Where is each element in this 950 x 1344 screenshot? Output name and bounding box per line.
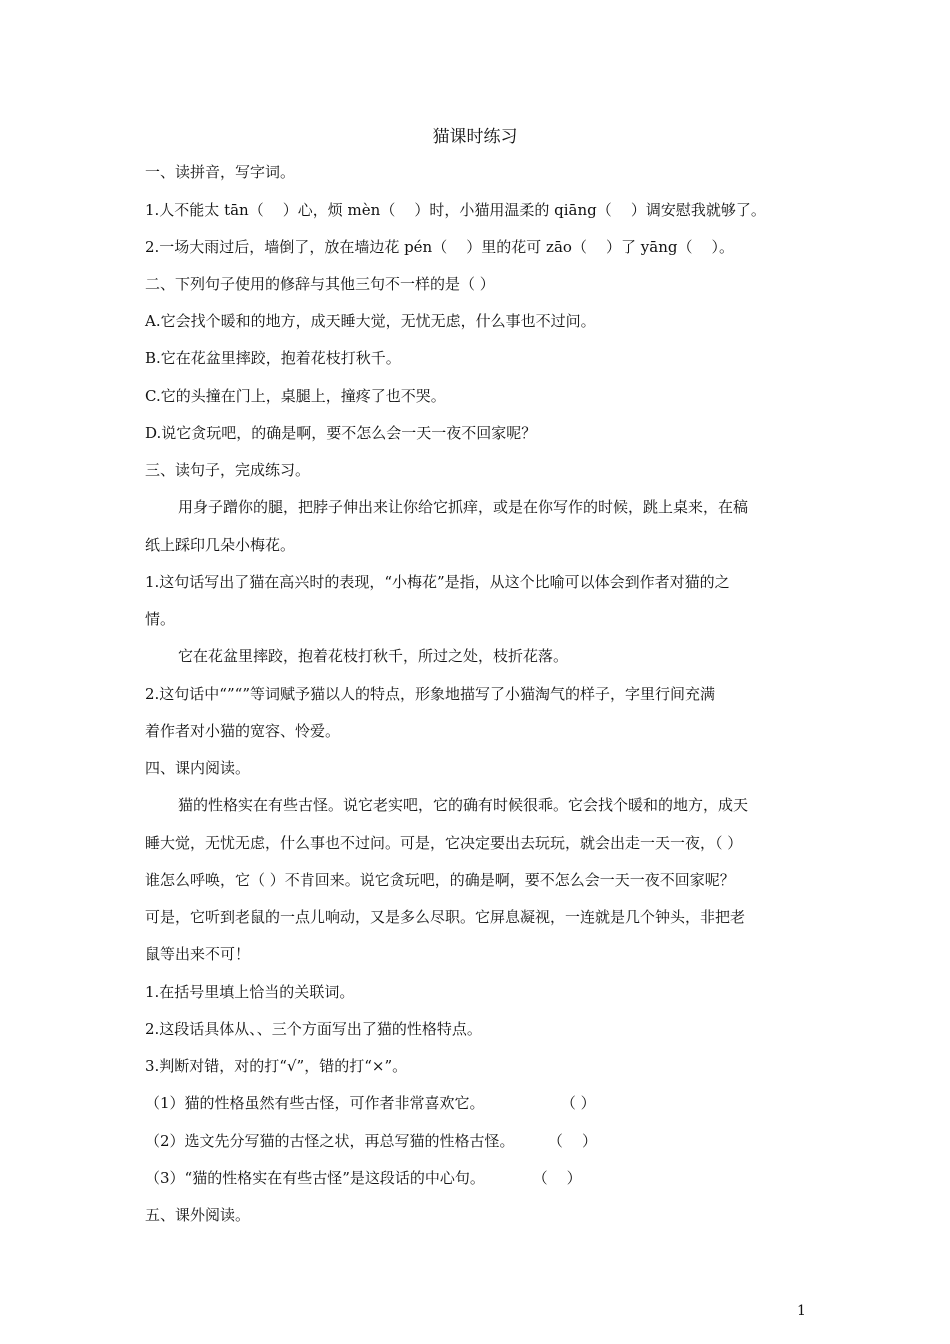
passage-1-line-2: 纸上踩印几朵小梅花。 [145, 536, 296, 554]
page-title: 猫课时练习 [432, 127, 518, 147]
section-3-heading: 三、读句子，完成练习。 [145, 461, 311, 479]
question-3-2-line-1: 2.这句话中“”“”等词赋予猫以人的特点，形象地描写了小猫淘气的样子，字里行间充满 [145, 685, 715, 703]
question-4-1: 1.在括号里填上恰当的关联词。 [145, 983, 355, 1001]
question-3-1-line-2: 情。 [145, 610, 176, 628]
section-2-heading: 二、下列句子使用的修辞与其他三句不一样的是（ ） [145, 275, 495, 293]
reading-passage-line-1: 猫的性格实在有些古怪。说它老实吧，它的确有时候很乖。它会找个暖和的地方，成天 [178, 796, 749, 814]
question-1-2: 2.一场大雨过后，墙倒了，放在墙边花 pén（ ）里的花可 zāo（ ）了 yāng（ ）。 [145, 238, 735, 256]
judgment-3: （3）“猫的性格实在有些古怪”是这段话的中心句。 （ ） [145, 1169, 582, 1187]
section-4-heading: 四、课内阅读。 [145, 759, 251, 777]
question-4-2: 2.这段话具体从、、三个方面写出了猫的性格特点。 [145, 1020, 482, 1038]
reading-passage-line-2: 睡大觉，无忧无虑，什么事也不过问。可是，它决定要出去玩玩，就会出走一天一夜，（ ） [145, 834, 743, 852]
passage-2: 它在花盆里摔跤，抱着花枝打秋千，所过之处，枝折花落。 [178, 647, 569, 665]
passage-1-line-1: 用身子蹭你的腿，把脖子伸出来让你给它抓痒，或是在你写作的时候，跳上桌来，在稿 [178, 498, 749, 516]
judgment-1: （1）猫的性格虽然有些古怪，可作者非常喜欢它。 （ ） [145, 1094, 596, 1112]
reading-passage-line-5: 鼠等出来不可！ [145, 945, 251, 963]
reading-passage-line-3: 谁怎么呼唤，它（ ）不肯回来。说它贪玩吧，的确是啊，要不怎么会一天一夜不回家呢？ [145, 871, 735, 889]
section-5-heading: 五、课外阅读。 [145, 1206, 251, 1224]
option-d: D.说它贪玩吧，的确是啊，要不怎么会一天一夜不回家呢？ [145, 424, 537, 442]
reading-passage-line-4: 可是，它听到老鼠的一点儿响动，又是多么尽职。它屏息凝视，一连就是几个钟头，非把老 [145, 908, 746, 926]
option-a: A.它会找个暖和的地方，成天睡大觉，无忧无虑，什么事也不过问。 [145, 312, 596, 330]
question-3-1-line-1: 1.这句话写出了猫在高兴时的表现，“小梅花”是指，从这个比喻可以体会到作者对猫的之 [145, 573, 730, 591]
page-number: 1 [797, 1303, 806, 1319]
question-1-1: 1.人不能太 tān（ ）心，烦 mèn（ ）时，小猫用温柔的 qiāng（ ）调安慰我就够了。 [145, 201, 766, 219]
option-c: C.它的头撞在门上，桌腿上，撞疼了也不哭。 [145, 387, 446, 405]
judgment-2: （2）选文先分写猫的古怪之状，再总写猫的性格古怪。 （ ） [145, 1132, 597, 1150]
question-4-3: 3.判断对错，对的打“√”，错的打“×”。 [145, 1057, 408, 1075]
option-b: B.它在花盆里摔跤，抱着花枝打秋千。 [145, 349, 401, 367]
question-3-2-line-2: 着作者对小猫的宽容、怜爱。 [145, 722, 341, 740]
section-1-heading: 一、读拼音，写字词。 [145, 163, 296, 181]
